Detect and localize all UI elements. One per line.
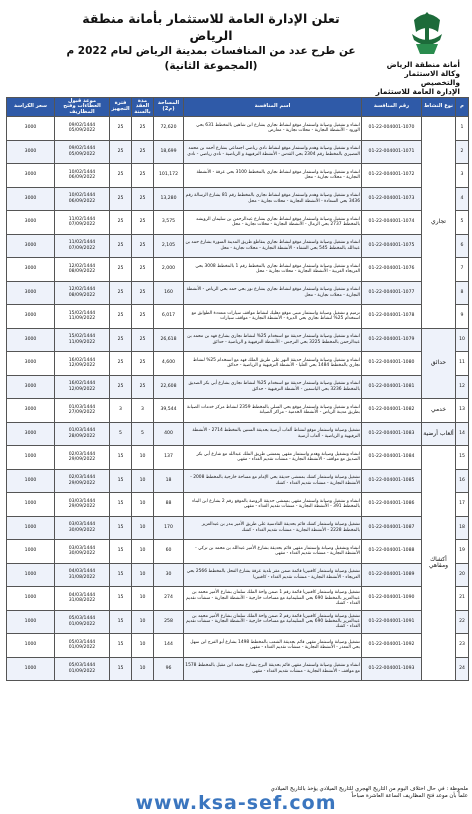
cell-comp-no: 01-22-004001-1085 bbox=[362, 469, 422, 493]
table-row bbox=[7, 352, 469, 376]
cell-name: ترميم و تشغيل وصيانة واستثمار مبنى موقع دهليك لنشاط مواقف سيارات متعددة الطوابق مع استخدام 25% لنشاط تجاري بحي الديرة - الأنشطة التجارية - مواقف سيارات bbox=[184, 305, 362, 329]
cell-num: 23 bbox=[456, 634, 469, 658]
cell-duration: 25 bbox=[132, 352, 154, 376]
cell-grace: 15 bbox=[110, 493, 132, 517]
cell-grace: 25 bbox=[110, 140, 132, 164]
cell-dates bbox=[55, 211, 110, 235]
table-row bbox=[7, 328, 469, 352]
cell-price: 3000 bbox=[7, 305, 55, 329]
table-row bbox=[7, 140, 469, 164]
cell-name: انشاء وتشغيل وصيانة واستثمار مقهى قائم بحديقة بشارع الأمير عبدالله بن محمد بن تركي - الأنشطة التجارية - منشأت تقديم الغذاء - مقهى bbox=[184, 540, 362, 564]
date-gregorian: 07/09/2022 bbox=[68, 245, 96, 251]
table-row bbox=[7, 493, 469, 517]
cell-comp-no: 01-22-004001-1078 bbox=[362, 305, 422, 329]
table-row bbox=[7, 305, 469, 329]
date-hijri: 02/03/1444 bbox=[68, 475, 96, 481]
date-gregorian: 07/09/2022 bbox=[68, 222, 96, 228]
cell-activity: حدائق bbox=[422, 328, 456, 399]
date-hijri: 04/03/1444 bbox=[68, 569, 96, 575]
date-hijri: 01/03/1444 bbox=[68, 404, 96, 410]
org-line-1: أمانة منطقة الرياض bbox=[386, 60, 460, 69]
cell-name: انشاء و تشغيل وصيانة واستثمار موقع لنشاط تجاري بالمخطط رقم 1 بالمخطط 3008 بحي العريجاء الغربية - الأنشطة التجارية - محلات تجارية - محل bbox=[184, 258, 362, 282]
cell-price: 3000 bbox=[7, 211, 55, 235]
date-hijri: 12/02/1444 bbox=[68, 287, 96, 293]
cell-dates bbox=[55, 446, 110, 470]
cell-duration: 10 bbox=[132, 469, 154, 493]
cell-duration: 25 bbox=[132, 117, 154, 141]
cell-area: 101,172 bbox=[154, 164, 184, 188]
cell-num: 18 bbox=[456, 516, 469, 540]
cell-area: 4,600 bbox=[154, 352, 184, 376]
cell-area: 2,000 bbox=[154, 258, 184, 282]
date-gregorian: 29/09/2022 bbox=[68, 504, 96, 510]
cell-activity: خدمي bbox=[422, 399, 456, 423]
title-line-3: (المجموعة الثانية) bbox=[164, 60, 258, 72]
date-gregorian: 31/08/2022 bbox=[68, 598, 96, 604]
cell-duration: 10 bbox=[132, 540, 154, 564]
cell-dates bbox=[55, 587, 110, 611]
table-row bbox=[7, 446, 469, 470]
cell-duration: 25 bbox=[132, 305, 154, 329]
cell-duration: 10 bbox=[132, 587, 154, 611]
date-hijri: 02/03/1444 bbox=[68, 451, 96, 457]
cell-dates bbox=[55, 140, 110, 164]
cell-grace: 15 bbox=[110, 516, 132, 540]
cell-comp-no: 01-22-004001-1081 bbox=[362, 375, 422, 399]
date-hijri: 05/03/1444 bbox=[68, 616, 96, 622]
col-duration: مدة العقد بالسنة bbox=[132, 98, 154, 117]
cell-dates bbox=[55, 634, 110, 658]
org-line-2: وكالة الاستثمار والتخصيص bbox=[404, 69, 460, 87]
cell-dates bbox=[55, 281, 110, 305]
cell-grace: 15 bbox=[110, 657, 132, 681]
cell-price: 3000 bbox=[7, 422, 55, 446]
table-row bbox=[7, 540, 469, 564]
cell-comp-no: 01-22-004001-1070 bbox=[362, 117, 422, 141]
cell-comp-no: 01-22-004001-1082 bbox=[362, 399, 422, 423]
cell-num: 13 bbox=[456, 399, 469, 423]
cell-dates bbox=[55, 563, 110, 587]
cell-area: 400 bbox=[154, 422, 184, 446]
date-gregorian: 30/09/2022 bbox=[68, 527, 96, 533]
cell-dates bbox=[55, 164, 110, 188]
cell-name: تشغيل وصيانة واستثمار كافتيريا قائمة رقم 2 ضمن واحة الملك سلمان بشارع الأمير محمد بن عبدالعزيز بالمخطط 690 بحي السليمانية مع مساحات خارجية - الأنشطة التجارية - منشأت تقديم الغذاء - كشك bbox=[184, 610, 362, 634]
cell-area: 2,105 bbox=[154, 234, 184, 258]
cell-dates bbox=[55, 469, 110, 493]
cell-activity: ألعاب أرضية bbox=[422, 422, 456, 446]
cell-grace: 15 bbox=[110, 587, 132, 611]
table-row bbox=[7, 164, 469, 188]
cell-duration: 3 bbox=[132, 399, 154, 423]
cell-area: 274 bbox=[154, 587, 184, 611]
cell-grace: 15 bbox=[110, 610, 132, 634]
date-hijri: 03/03/1444 bbox=[68, 498, 96, 504]
cell-dates bbox=[55, 540, 110, 564]
cell-name: انشاء و تشغيل وصيانة واستثمار موقع لنشاط تجاري بتقاطع طريق المدينة المنورة بشارع حمد بن عبدالله بالمخطط 545 بحي الشفاء - الأنشطة التجارية - محلات تجارية - محل bbox=[184, 234, 362, 258]
cell-area: 144 bbox=[154, 634, 184, 658]
cell-price: 1000 bbox=[7, 516, 55, 540]
cell-duration: 25 bbox=[132, 140, 154, 164]
table-row bbox=[7, 258, 469, 282]
date-hijri: 01/03/1444 bbox=[68, 428, 96, 434]
cell-grace: 15 bbox=[110, 563, 132, 587]
col-activity: نوع النشاط bbox=[422, 98, 456, 117]
cell-name: انشاء و تشغيل وصيانة واستثمار موقع لنشاط تجاري بشارع ابن شاهين بالمخطط 631 بحي الورود - الأنشطة التجارية - محلات تجارية - معارض bbox=[184, 117, 362, 141]
title-line-2: عن طرح عدد من المنافسات بمدينة الرياض لعام 2022 م bbox=[66, 45, 356, 57]
watermark: www.ksa-sef.com bbox=[135, 792, 337, 814]
cell-num: 6 bbox=[456, 234, 469, 258]
cell-price: 1000 bbox=[7, 587, 55, 611]
cell-duration: 25 bbox=[132, 234, 154, 258]
cell-price: 1000 bbox=[7, 493, 55, 517]
cell-price: 1000 bbox=[7, 634, 55, 658]
date-hijri: 09/02/1444 bbox=[68, 146, 96, 152]
cell-grace: 15 bbox=[110, 469, 132, 493]
cell-grace: 25 bbox=[110, 234, 132, 258]
date-hijri: 16/02/1444 bbox=[68, 381, 96, 387]
date-hijri: 15/02/1444 bbox=[68, 334, 96, 340]
table-row bbox=[7, 187, 469, 211]
cell-grace: 3 bbox=[110, 399, 132, 423]
table-row bbox=[7, 516, 469, 540]
cell-grace: 25 bbox=[110, 352, 132, 376]
date-gregorian: 27/09/2022 bbox=[68, 410, 96, 416]
cell-comp-no: 01-22-004001-1089 bbox=[362, 563, 422, 587]
cell-comp-no: 01-22-004001-1077 bbox=[362, 281, 422, 305]
table-row bbox=[7, 587, 469, 611]
cell-price: 3000 bbox=[7, 117, 55, 141]
cell-area: 13,280 bbox=[154, 187, 184, 211]
cell-name: انشاء و تشغيل وصيانة واستثمار موقع لنشاط تجاري بالمخطط 3100 بحي عرقة - الأنشطة التجارية - محلات تجارية - محل bbox=[184, 164, 362, 188]
cell-comp-no: 01-22-004001-1086 bbox=[362, 493, 422, 517]
organization-name bbox=[364, 60, 460, 96]
announcement-header bbox=[6, 4, 466, 96]
cell-area: 30 bbox=[154, 563, 184, 587]
cell-num: 9 bbox=[456, 305, 469, 329]
cell-price: 3000 bbox=[7, 352, 55, 376]
cell-num: 20 bbox=[456, 563, 469, 587]
cell-area: 18 bbox=[154, 469, 184, 493]
cell-num: 17 bbox=[456, 493, 469, 517]
cell-area: 6,017 bbox=[154, 305, 184, 329]
cell-dates bbox=[55, 234, 110, 258]
cell-dates bbox=[55, 305, 110, 329]
cell-grace: 25 bbox=[110, 117, 132, 141]
cell-num: 14 bbox=[456, 422, 469, 446]
cell-num: 7 bbox=[456, 258, 469, 282]
cell-price: 1000 bbox=[7, 610, 55, 634]
cell-dates bbox=[55, 352, 110, 376]
org-line-3: الإدارة العامة للاستثمار bbox=[375, 87, 460, 96]
cell-num: 19 bbox=[456, 540, 469, 564]
date-hijri: 05/03/1444 bbox=[68, 639, 96, 645]
cell-comp-no: 01-22-004001-1071 bbox=[362, 140, 422, 164]
cell-comp-no: 01-22-004001-1093 bbox=[362, 657, 422, 681]
table-row bbox=[7, 563, 469, 587]
cell-duration: 10 bbox=[132, 446, 154, 470]
table-row bbox=[7, 422, 469, 446]
col-comp-no: رقم المنافسة bbox=[362, 98, 422, 117]
cell-num: 8 bbox=[456, 281, 469, 305]
cell-price: 3000 bbox=[7, 399, 55, 423]
cell-num: 5 bbox=[456, 211, 469, 235]
cell-grace: 25 bbox=[110, 281, 132, 305]
date-gregorian: 06/09/2022 bbox=[68, 198, 96, 204]
cell-grace: 25 bbox=[110, 211, 132, 235]
cell-price: 3000 bbox=[7, 234, 55, 258]
date-hijri: 05/03/1444 bbox=[68, 663, 96, 669]
cell-area: 170 bbox=[154, 516, 184, 540]
cell-num: 16 bbox=[456, 469, 469, 493]
competitions-table bbox=[6, 97, 469, 681]
cell-comp-no: 01-22-004001-1091 bbox=[362, 610, 422, 634]
cell-comp-no: 01-22-004001-1076 bbox=[362, 258, 422, 282]
cell-area: 137 bbox=[154, 446, 184, 470]
cell-dates bbox=[55, 117, 110, 141]
cell-comp-no: 01-22-004001-1087 bbox=[362, 516, 422, 540]
cell-area: 26,618 bbox=[154, 328, 184, 352]
cell-comp-no: 01-22-004001-1088 bbox=[362, 540, 422, 564]
cell-area: 18,699 bbox=[154, 140, 184, 164]
table-row bbox=[7, 399, 469, 423]
footer-note-1: ملحوظة : في حال اختلاف اليوم من التاريخ الهجري للتاريخ الميلادي يؤخذ بالتاريخ الميلادي bbox=[270, 786, 468, 792]
cell-name: انشاء و تشغيل وصيانة وهدم واستثمار موقع لنشاط تجاري بالمخطط رقم 81 بشارع الرسالة رقم 3436 بحي السعادة - الأنشطة التجارية - محلات تجارية - محل bbox=[184, 187, 362, 211]
cell-dates bbox=[55, 493, 110, 517]
cell-area: 3,575 bbox=[154, 211, 184, 235]
cell-grace: 5 bbox=[110, 422, 132, 446]
cell-price: 1000 bbox=[7, 563, 55, 587]
date-gregorian: 06/09/2022 bbox=[68, 175, 96, 181]
cell-area: 39,544 bbox=[154, 399, 184, 423]
cell-price: 3000 bbox=[7, 328, 55, 352]
cell-dates bbox=[55, 258, 110, 282]
cell-duration: 10 bbox=[132, 657, 154, 681]
date-hijri: 15/02/1444 bbox=[68, 310, 96, 316]
cell-comp-no: 01-22-004001-1079 bbox=[362, 328, 422, 352]
cell-activity: أكشاك ومقاهي bbox=[422, 446, 456, 681]
cell-grace: 25 bbox=[110, 328, 132, 352]
cell-name: انشاء و تشغيل وصيانة واستثمار حديقة مع استخدام 25% لنشاط تجاري بشارع أبي بكر الصديق بالمخطط 3236 بحي الياسمين - الأنشطة الترفيهية - حدائق bbox=[184, 375, 362, 399]
cell-num: 22 bbox=[456, 610, 469, 634]
cell-area: 22,608 bbox=[154, 375, 184, 399]
cell-duration: 25 bbox=[132, 281, 154, 305]
cell-name: انشاء و تشغيل وصيانة واستثمار موقع لنشاط تجاري بشارع نور بحي حمد بحي الرياض - الأنشطة التجارية - محلات تجارية - محل bbox=[184, 281, 362, 305]
cell-num: 15 bbox=[456, 446, 469, 470]
cell-duration: 10 bbox=[132, 516, 154, 540]
date-gregorian: 28/09/2022 bbox=[68, 433, 96, 439]
cell-name: انشاء و تشغيل وصيانة واستثمار مقهى قائم بحديقة البرج بشارع محمد ابن مقبل بالمخطط 1578 مع مواقف - الأنشطة التجارية - منشأت تقديم الغذاء - مقهى bbox=[184, 657, 362, 681]
title-line-1: تعلن الإدارة العامة للاستثمار بأمانة منطقة الرياض bbox=[82, 11, 340, 43]
table-row bbox=[7, 469, 469, 493]
date-gregorian: 29/09/2022 bbox=[68, 457, 96, 463]
cell-dates bbox=[55, 187, 110, 211]
date-hijri: 03/03/1444 bbox=[68, 545, 96, 551]
cell-comp-no: 01-22-004001-1084 bbox=[362, 446, 422, 470]
cell-price: 1000 bbox=[7, 657, 55, 681]
cell-comp-no: 01-22-004001-1080 bbox=[362, 352, 422, 376]
date-gregorian: 11/09/2022 bbox=[68, 316, 96, 322]
date-gregorian: 05/09/2022 bbox=[68, 128, 96, 134]
date-gregorian: 12/09/2022 bbox=[68, 386, 96, 392]
cell-name: انشاء و تشغيل وصيانة واستثمار موقع لنشاط تجاري بشارع عبدالرحمن بن سليمان الرويشد بالمخطط 2737 بحي الرمال - الأنشطة التجارية - محلات تجارية - محل bbox=[184, 211, 362, 235]
date-gregorian: 08/09/2022 bbox=[68, 292, 96, 298]
cell-area: 88 bbox=[154, 493, 184, 517]
cell-num: 12 bbox=[456, 375, 469, 399]
cell-area: 160 bbox=[154, 281, 184, 305]
cell-price: 1000 bbox=[7, 446, 55, 470]
table-body bbox=[7, 117, 469, 681]
cell-dates bbox=[55, 375, 110, 399]
cell-duration: 25 bbox=[132, 187, 154, 211]
cell-name: تشغيل وصيانة واستثمار كشك قائم بحديقة القادسية على طريق الأمير بندر بن عبدالعزيز بالمخطط 2228 - الأنشطة التجارية - منشأت تقديم الغذاء - كشك bbox=[184, 516, 362, 540]
cell-num: 3 bbox=[456, 164, 469, 188]
cell-comp-no: 01-22-004001-1092 bbox=[362, 634, 422, 658]
cell-name: انشاء و تشغيل وصيانة واستثمار حديقة مع استخدام 25% لنشاط تجاري بشارع فهد بن محمد بن عبدالرحمن بالمخطط 3225 بحي النرجس - الأنشطة الترفيهية و الرياضية - حدائق bbox=[184, 328, 362, 352]
cell-grace: 25 bbox=[110, 258, 132, 282]
cell-duration: 10 bbox=[132, 610, 154, 634]
cell-name: تشغيل وصيانة واستثمار كشك بممشى حديقة بحي الإمام مع مساحة خارجية بالمخطط 2008 - الأنشطة التجارية - منشأت تقديم الغذاء - كشك bbox=[184, 469, 362, 493]
cell-num: 2 bbox=[456, 140, 469, 164]
cell-price: 3000 bbox=[7, 258, 55, 282]
cell-duration: 10 bbox=[132, 563, 154, 587]
cell-area: 60 bbox=[154, 540, 184, 564]
table-header-row bbox=[7, 98, 469, 117]
date-hijri: 10/02/1444 bbox=[68, 169, 96, 175]
col-name: اسم المنافسة bbox=[184, 98, 362, 117]
table-row bbox=[7, 211, 469, 235]
date-gregorian: 05/09/2022 bbox=[68, 151, 96, 157]
cell-dates bbox=[55, 657, 110, 681]
table-row bbox=[7, 281, 469, 305]
cell-duration: 5 bbox=[132, 422, 154, 446]
cell-num: 4 bbox=[456, 187, 469, 211]
col-price: سعر الكراسة bbox=[7, 98, 55, 117]
cell-grace: 15 bbox=[110, 540, 132, 564]
date-hijri: 11/02/1444 bbox=[68, 240, 96, 246]
cell-area: 96 bbox=[154, 657, 184, 681]
date-gregorian: 29/09/2022 bbox=[68, 480, 96, 486]
cell-grace: 25 bbox=[110, 187, 132, 211]
cell-price: 3000 bbox=[7, 281, 55, 305]
table-row bbox=[7, 375, 469, 399]
date-gregorian: 12/09/2022 bbox=[68, 363, 96, 369]
cell-num: 24 bbox=[456, 657, 469, 681]
col-dates: موعد قبول العطاءات وفتح المظاريف bbox=[55, 98, 110, 117]
cell-name: تشغيل وصيانة واستثمار مقهى قائم بحديقة الشعب بالمخطط 1498 بشارع أبو الفرج ابن سهل بحي المعذر - الأنشطة التجارية - منشأت تقديم الغذاء - مقهى bbox=[184, 634, 362, 658]
cell-area: 258 bbox=[154, 610, 184, 634]
table-row bbox=[7, 117, 469, 141]
cell-comp-no: 01-22-004001-1075 bbox=[362, 234, 422, 258]
cell-name: تشغيل وصيانة واستثمار موقع لنشاط ألعاب أرضية بحديقة الستين بالمخطط 2714 - الأنشطة الترفيهية و الرياضية - ألعاب أرضية bbox=[184, 422, 362, 446]
col-num: م bbox=[456, 98, 469, 117]
table-row bbox=[7, 634, 469, 658]
cell-num: 1 bbox=[456, 117, 469, 141]
cell-dates bbox=[55, 328, 110, 352]
date-hijri: 10/02/1444 bbox=[68, 193, 96, 199]
footer-note-2: علماً بأن موعد فتح المظاريف الساعة العاشرة صباحاً bbox=[351, 793, 468, 799]
cell-price: 1000 bbox=[7, 540, 55, 564]
cell-grace: 25 bbox=[110, 375, 132, 399]
table-row bbox=[7, 657, 469, 681]
cell-name: تشغيل وصيانة واستثمار كافتيريا قائمة رقم 1 ضمن واحة الملك سلمان بشارع الأمير محمد بن عبدالعزيز بالمخطط 690 بحي السليمانية مع مساحات خارجية - الأنشطة التجارية - منشأت تقديم الغذاء - كشك bbox=[184, 587, 362, 611]
date-hijri: 11/02/1444 bbox=[68, 216, 96, 222]
date-gregorian: 11/09/2022 bbox=[68, 339, 96, 345]
cell-name: انشاء و تشغيل وصيانة واستثمار مقهى بممشى حديقة الروضة بالموقع رقم 2 بشارع ابن البناء بالمخطط 391 - الأنشطة التجارية - منشأت تقديم الغذاء - مقهى bbox=[184, 493, 362, 517]
cell-duration: 10 bbox=[132, 634, 154, 658]
table-row bbox=[7, 234, 469, 258]
cell-duration: 25 bbox=[132, 328, 154, 352]
cell-activity: تجاري bbox=[422, 117, 456, 329]
cell-grace: 15 bbox=[110, 634, 132, 658]
cell-name: انشاء و تشغيل وصيانة وهدم واستثمار موقع لنشاط نادي رياضي اجتماعي بشارع أحمد بن محمد المصيري بالمخطط رقم 2304 بحي القدس - الأنشطة الترفيهية و الرياضية - نادي رياضي - نادي bbox=[184, 140, 362, 164]
date-gregorian: 31/08/2022 bbox=[68, 574, 96, 580]
date-gregorian: 01/09/2022 bbox=[68, 621, 96, 627]
cell-price: 3000 bbox=[7, 375, 55, 399]
cell-comp-no: 01-22-004001-1090 bbox=[362, 587, 422, 611]
cell-price: 1000 bbox=[7, 469, 55, 493]
cell-duration: 10 bbox=[132, 493, 154, 517]
cell-num: 21 bbox=[456, 587, 469, 611]
cell-duration: 25 bbox=[132, 258, 154, 282]
cell-dates bbox=[55, 399, 110, 423]
announcement-titles bbox=[66, 10, 356, 74]
date-hijri: 09/02/1444 bbox=[68, 122, 96, 128]
cell-grace: 15 bbox=[110, 446, 132, 470]
date-gregorian: 01/09/2022 bbox=[68, 668, 96, 674]
cell-name: انشاء وتشغيل وصيانة وهدم واستثمار مقهى بممشى طريق الملك عبدالله مع شارع أبي بكر الصديق مع مواقف - الأنشطة التجارية - منشأت تقديم الغذاء - مقهى bbox=[184, 446, 362, 470]
cell-dates bbox=[55, 422, 110, 446]
cell-name: انشاء و تشغيل وصيانة واستثمار موقع بحي السلي بالمخطط 2359 لنشاط مركز خدمات الصيانة بطريق مدينة الرياض - الأنشطة الخدمية - مراكز الصيانة bbox=[184, 399, 362, 423]
cell-price: 3000 bbox=[7, 187, 55, 211]
cell-grace: 25 bbox=[110, 164, 132, 188]
cell-dates bbox=[55, 610, 110, 634]
cell-name: تشغيل وصيانة واستثمار كافتيريا قائمة ضمن مقر بلدية عرقة بشارع الفحل بالمخطط 2566 بحي العريجاء - الأنشطة التجارية - منشأت تقديم الغذاء - كافتيريا bbox=[184, 563, 362, 587]
date-gregorian: 30/09/2022 bbox=[68, 551, 96, 557]
col-grace: فترة التجهيز bbox=[110, 98, 132, 117]
cell-grace: 25 bbox=[110, 305, 132, 329]
cell-comp-no: 01-22-004001-1074 bbox=[362, 211, 422, 235]
cell-comp-no: 01-22-004001-1072 bbox=[362, 164, 422, 188]
date-hijri: 16/02/1444 bbox=[68, 357, 96, 363]
date-gregorian: 01/09/2022 bbox=[68, 645, 96, 651]
cell-dates bbox=[55, 516, 110, 540]
date-gregorian: 08/09/2022 bbox=[68, 269, 96, 275]
cell-area: 72,620 bbox=[154, 117, 184, 141]
cell-comp-no: 01-22-004001-1073 bbox=[362, 187, 422, 211]
cell-duration: 25 bbox=[132, 211, 154, 235]
cell-price: 3000 bbox=[7, 140, 55, 164]
date-hijri: 12/02/1444 bbox=[68, 263, 96, 269]
cell-name: انشاء و تشغيل وصيانة واستثمار حديقة النهر على طريق الملك فهد مع استخدام 25% لنشاط تجاري بالمخطط 1484 بحي العليا - الأنشطة الترفيهية و الرياضية - حدائق bbox=[184, 352, 362, 376]
table-row bbox=[7, 610, 469, 634]
cell-num: 10 bbox=[456, 328, 469, 352]
cell-comp-no: 01-22-004001-1083 bbox=[362, 422, 422, 446]
cell-duration: 25 bbox=[132, 375, 154, 399]
cell-duration: 25 bbox=[132, 164, 154, 188]
date-hijri: 03/03/1444 bbox=[68, 522, 96, 528]
riyadh-municipality-logo-icon bbox=[394, 6, 460, 60]
date-hijri: 04/03/1444 bbox=[68, 592, 96, 598]
col-area: المساحة (م2) bbox=[154, 98, 184, 117]
cell-num: 11 bbox=[456, 352, 469, 376]
cell-price: 3000 bbox=[7, 164, 55, 188]
